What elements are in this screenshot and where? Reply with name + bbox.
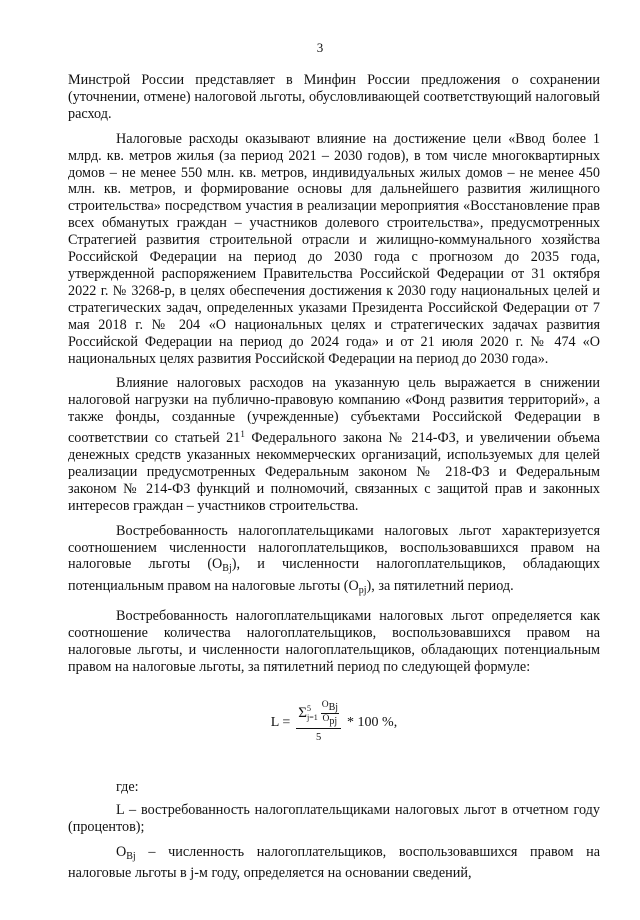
paragraph-3-text-b: Федерального закона № 214-ФЗ, и увеличении объема денежных средств указанных некоммерческих организаций, используемых для целей реализации предусмотренных Федеральным законом № 218-ФЗ и Федеральным законом № 214-ФЗ функций и полномочий, связанных с защитой прав и законных интересов граждан – участников строительства. [68, 430, 600, 514]
paragraph-3 [68, 375, 600, 514]
subscript-bj: Bj [222, 563, 232, 575]
definition-l: L – востребованность налогоплательщиками налоговых льгот в отчетном году (процентов); [68, 801, 600, 835]
def-o-text: – численность налогоплательщиков, воспользовавшихся правом на налоговые льготы в j-м году, определяется на основании сведений, [68, 843, 600, 882]
paragraph-5: Востребованность налогоплательщиками налоговых льгот определяется как соотношение количества налогоплательщиков, воспользовавшихся правом на налоговые льготы, и численности налогоплательщиков, обладающих потенциальным правом на налоговые льготы, за пятилетний период по следующей формуле: [68, 608, 600, 675]
sigma-symbol: Σ [298, 704, 307, 721]
sum-limits [307, 704, 318, 722]
paragraph-1: Минстрой России представляет в Минфин России предложения о сохранении (уточнении, отмене) налоговой льготы, обусловливающей соответствующий налоговый расход. [68, 72, 600, 122]
paragraph-4 [68, 523, 600, 601]
sum-operator [298, 704, 320, 722]
inner-fraction [321, 700, 339, 727]
sum-lower-limit: j=1 [306, 713, 318, 723]
inner-num-subscript: Bj [328, 701, 339, 713]
inner-denominator [323, 714, 338, 727]
formula-numerator [296, 700, 341, 729]
def-o-symbol: O [116, 843, 127, 860]
page-number: 3 [316, 40, 324, 55]
sum-upper-limit: 5 [306, 704, 311, 714]
paragraph-2: Налоговые расходы оказывают влияние на достижение цели «Ввод более 1 млрд. кв. метров жилья (за период 2021 – 2030 годов), в том числе многоквартирных домов – не менее 550 млн. кв. метров, индивидуальных жилых домов – не менее 450 млн. кв. метров, и формирование основы для дальнейшего развития жилищного строительства» посредством участия в реализации мероприятия «Восстановление прав всех обманутых граждан – участников долевого строительства», предусмотренных Стратегией развития строительной отрасли и жилищно-коммунального хозяйства Российской Федерации на период до 2030 года с прогнозом до 2035 года, утвержденной распоряжением Правительства Российской Федерации от 31 октября 2022 г. № 3268-р, в целях обеспечения достижения к 2030 году национальных целей и стратегических задач, определенных указами Президента Российской Федерации от 7 мая 2018 г. № 204 «О национальных целях и стратегических задачах развития Российской Федерации на период до 2024 года» и от 21 июля 2020 г. № 474 «О национальных целях развития Российской Федерации на период до 2030 года». [68, 130, 600, 367]
paragraph-4-text-b: ), и численности налогоплательщиков, обладающих потенциальным правом на налоговые льготы (O [68, 556, 600, 595]
definition-obj [68, 844, 600, 883]
subscript-pj: pj [358, 585, 367, 597]
def-o-subscript: Bj [126, 850, 136, 862]
where-label: где: [116, 778, 139, 795]
formula-denominator: 5 [316, 731, 322, 743]
inner-den-symbol: O [322, 713, 330, 724]
inner-den-subscript: pj [329, 715, 338, 727]
document-body [68, 72, 600, 890]
paragraph-4-text-a: Востребованность налогоплательщиками налоговых льгот характеризуется соотношением численности налогоплательщиков, воспользовавшихся правом на налоговые льготы (O [68, 522, 600, 573]
inner-num-symbol: O [321, 699, 329, 710]
inner-numerator [321, 700, 339, 714]
formula [68, 700, 600, 747]
paragraph-3-text-a: Влияние налоговых расходов на указанную цель выражается в снижении налоговой нагрузки на публично-правовую компанию «Фонд развития территорий», а также фонды, созданные (учрежденные) субъектами Российской Федерации в соответствии со статьей 21 [68, 375, 600, 447]
formula-lhs: L = [270, 714, 291, 730]
article-superscript: 1 [240, 429, 245, 440]
formula-fraction [296, 700, 341, 747]
formula-tail: * 100 %, [347, 714, 398, 730]
paragraph-4-text-c: ), за пятилетний период. [366, 578, 514, 595]
